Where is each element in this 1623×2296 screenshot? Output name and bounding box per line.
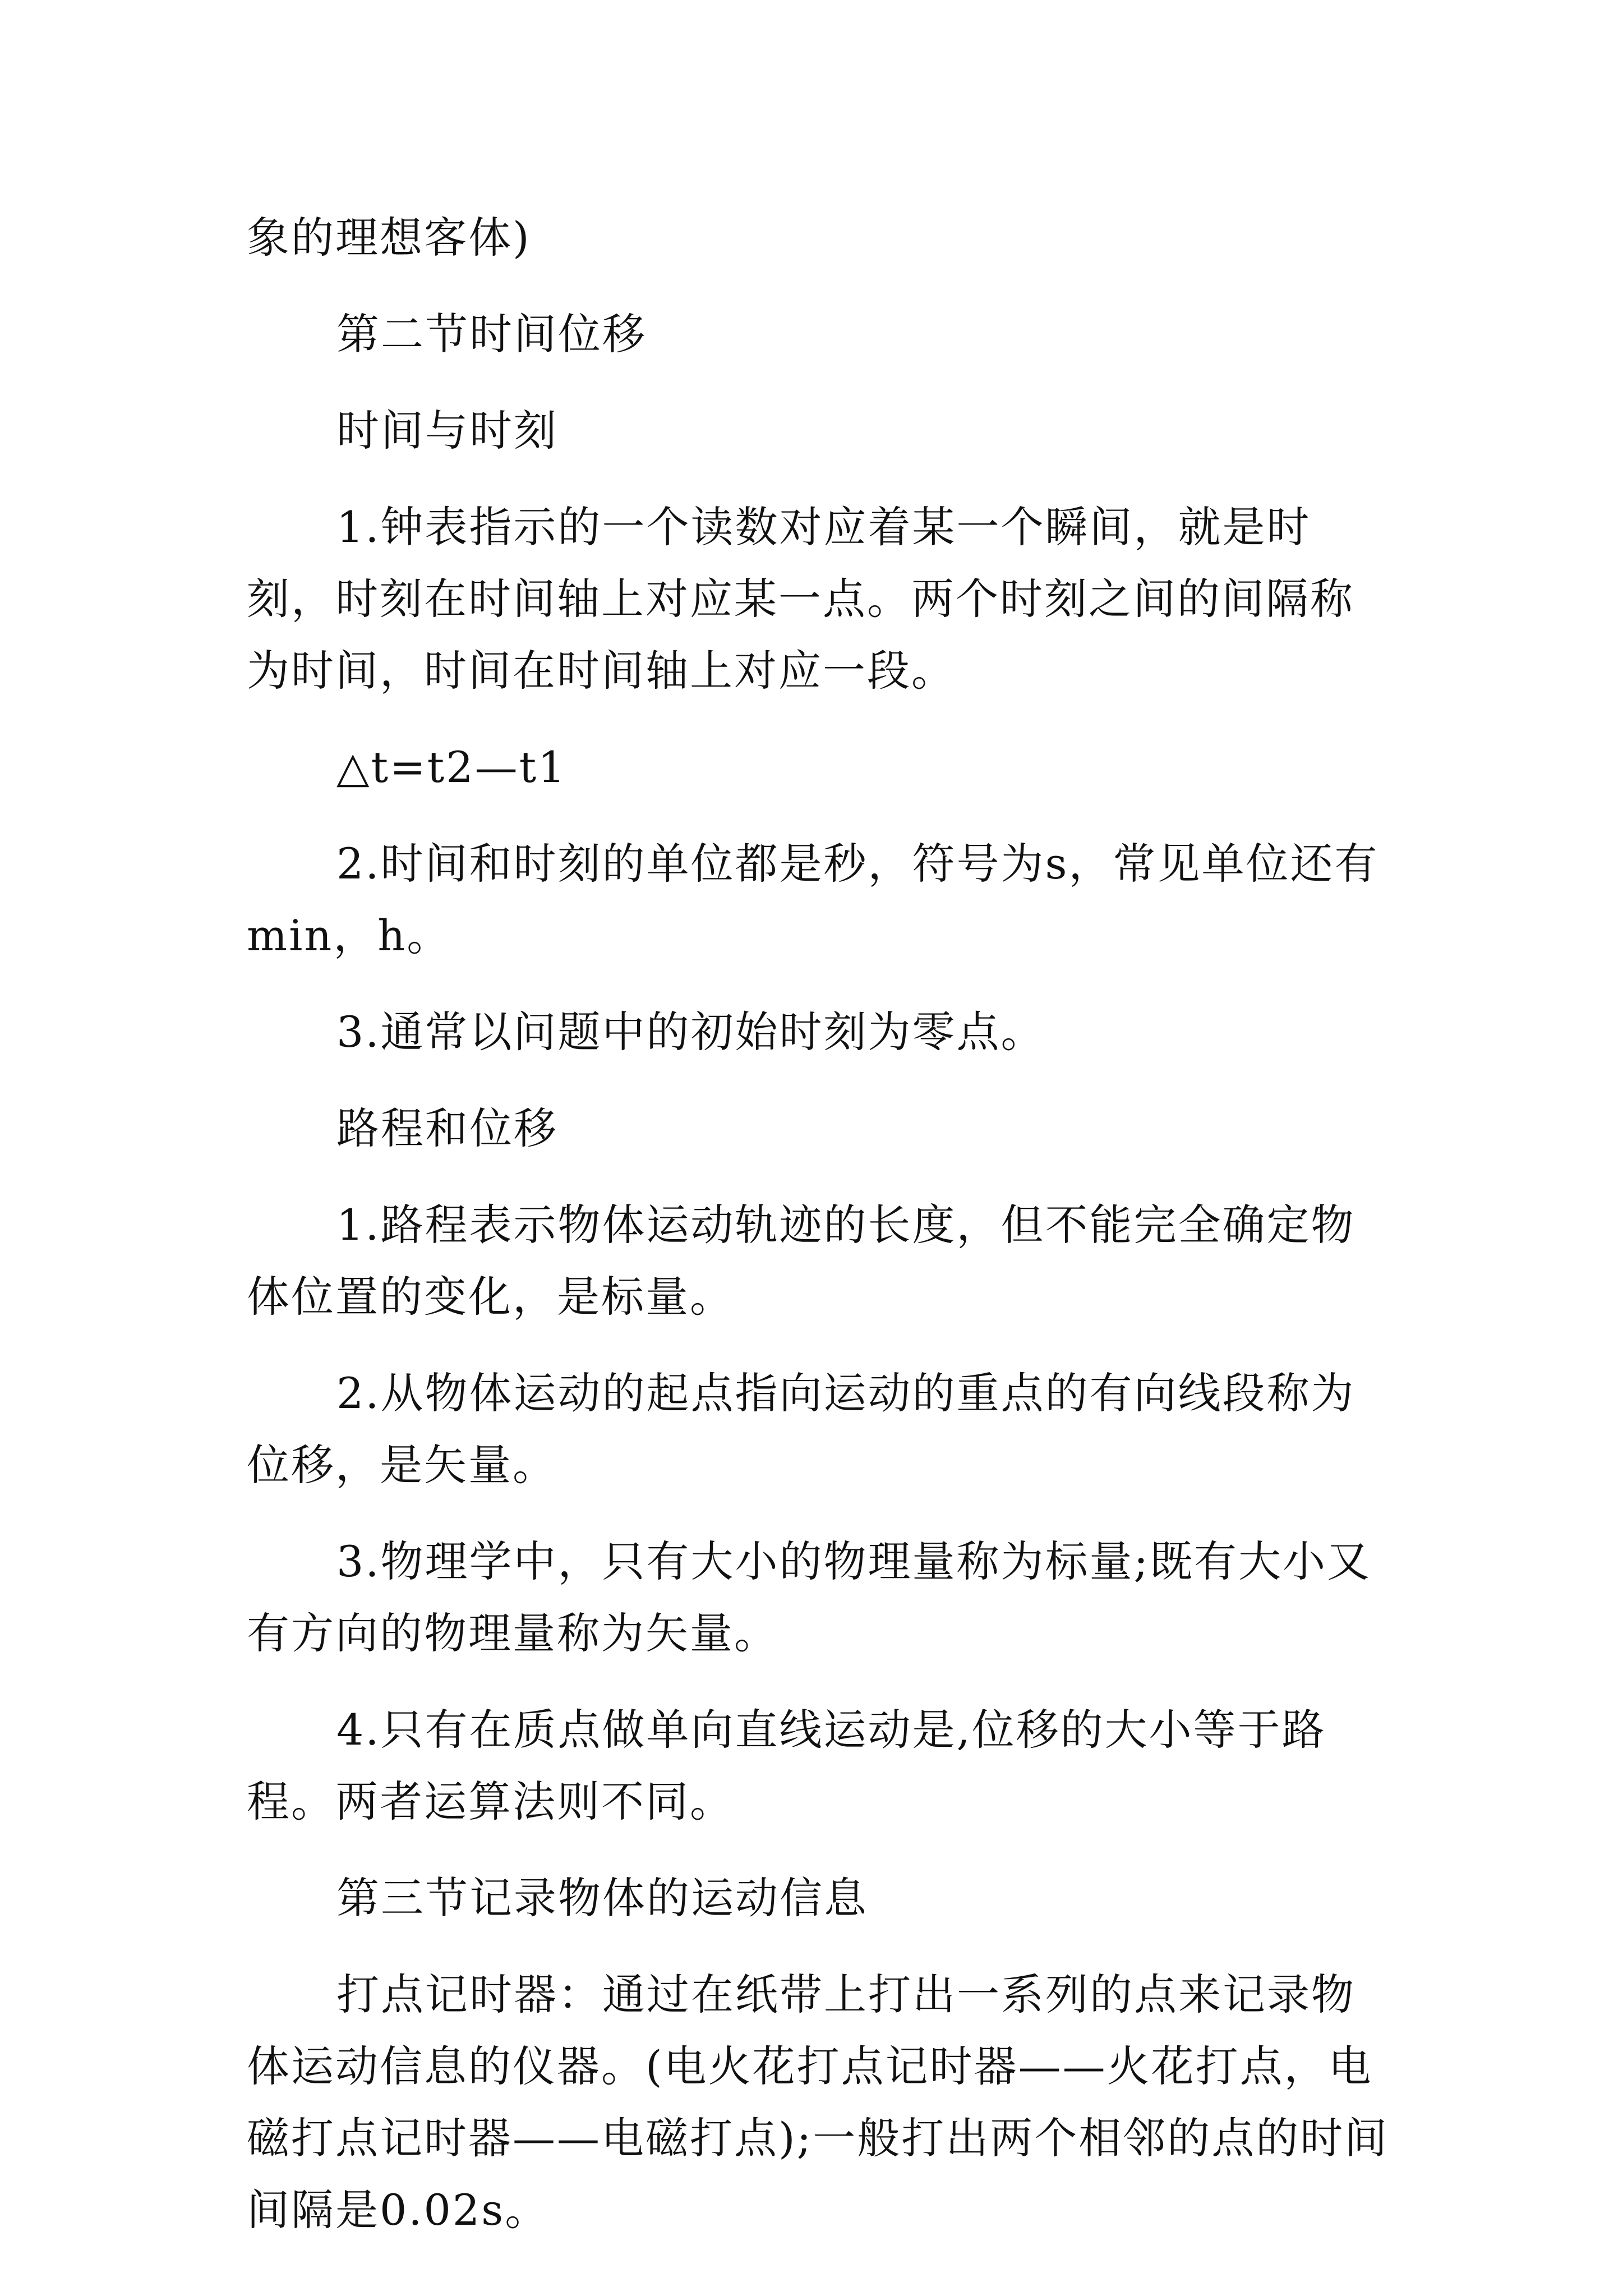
continued-paragraph: 象的理想客体) [247,213,531,263]
subheading-time-moment: 时间与时刻 [336,406,558,455]
paragraph-time-definition: 1.钟表指示的一个读数对应着某一个瞬间，就是时刻，时刻在时间轴上对应某一点。两个时刻之间的间隔称为时间，时间在时间轴上对应一段。 [247,502,1354,696]
paragraph-zero-point: 3.通常以问题中的初始时刻为零点。 [336,1007,1045,1057]
paragraph-ticker-timer: 打点记时器：通过在纸带上打出一系列的点来记录物体运动信息的仪器。(电火花打点记时器——火花打点，电磁打点记时器——电磁打点);一般打出两个相邻的点的时间间隔是0.02s。 [247,1970,1389,2235]
document-page [247,202,1391,2271]
paragraph-time-units: 2.时间和时刻的单位都是秒，符号为s，常见单位还有min，h。 [247,839,1379,960]
paragraph-straight-motion: 4.只有在质点做单向直线运动是,位移的大小等于路程。两者运算法则不同。 [247,1705,1326,1826]
paragraph-displacement: 2.从物体运动的起点指向运动的重点的有向线段称为位移，是矢量。 [247,1368,1355,1490]
formula-delta-t: △t=t2—t1 [336,742,567,792]
subheading-path-displacement: 路程和位移 [336,1103,558,1153]
paragraph-path: 1.路程表示物体运动轨迹的长度，但不能完全确定物体位置的变化，是标量。 [247,1200,1355,1322]
section-heading-3: 第三节记录物体的运动信息 [336,1873,868,1923]
section-heading-2: 第二节时间位移 [336,309,647,359]
paragraph-scalar-vector: 3.物理学中，只有大小的物理量称为标量;既有大小又有方向的物理量称为矢量。 [247,1536,1372,1658]
